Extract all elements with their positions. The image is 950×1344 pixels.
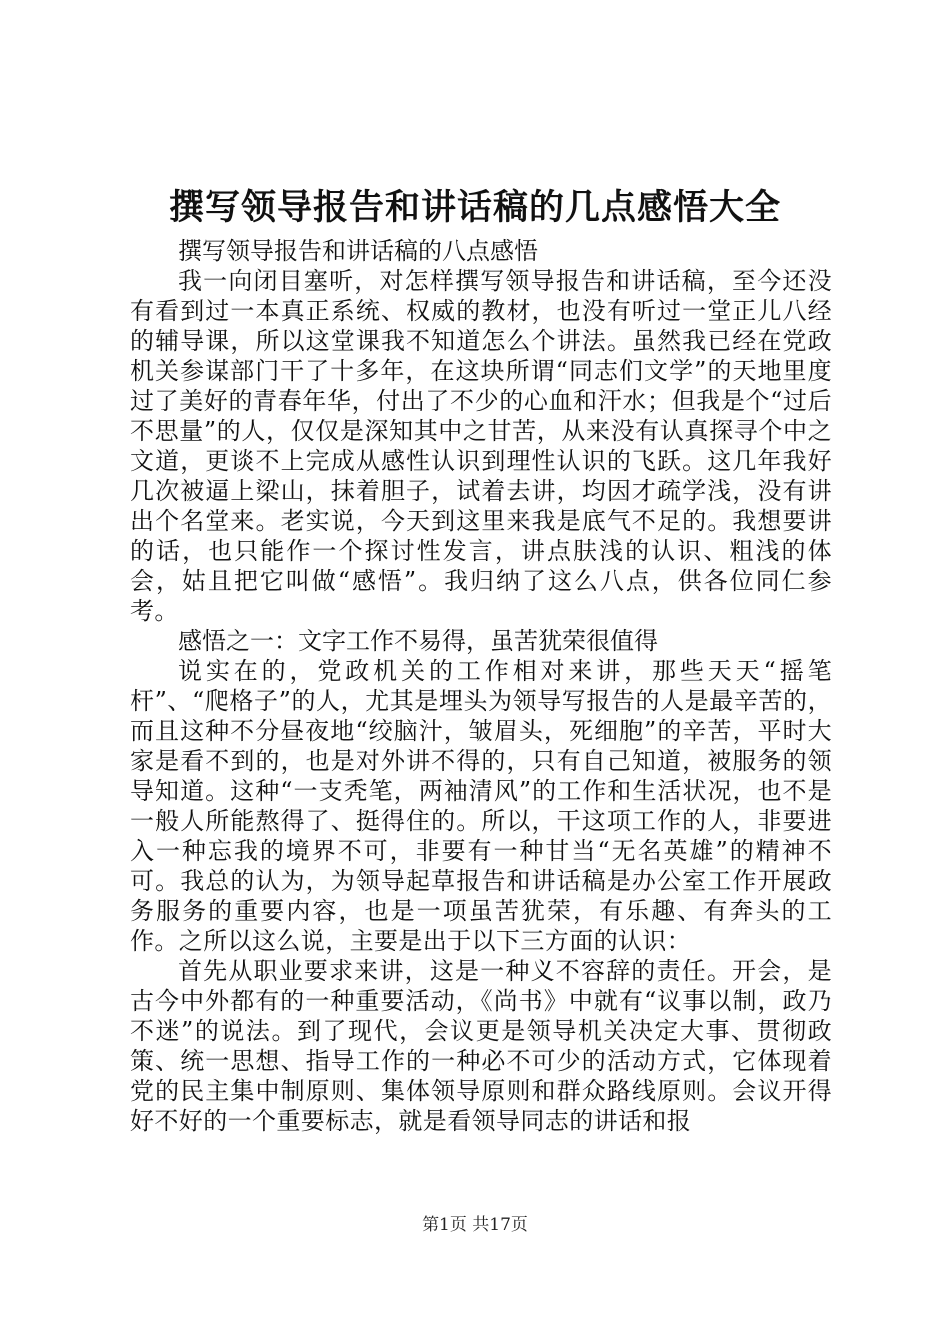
body-paragraph: 首先从职业要求来讲，这是一种义不容辞的责任。开会，是古今中外都有的一种重要活动，《尚书》中就有“议事以制，政乃不迷”的说法。到了现代，会议更是领导机关决定大事、贯彻政策、统一思想、指导工作的一种必不可少的活动方式，它体现着党的民主集中制原则、集体领导原则和群众路线原则。会议开得好不好的一个重要标志，就是看领导同志的讲话和报 (130, 957, 832, 1135)
document-title: 撰写领导报告和讲话稿的几点感悟大全 (168, 187, 781, 228)
page-number-footer: 第1页 共17页 (422, 1215, 528, 1235)
subtitle-paragraph: 撰写领导报告和讲话稿的八点感悟 (178, 237, 538, 265)
body-paragraph: 说实在的，党政机关的工作相对来讲，那些天天“摇笔杆”、“爬格子”的人，尤其是埋头为领导写报告的人是最辛苦的，而且这种不分昼夜地“绞脑汁，皱眉头，死细胞”的辛苦，平时大家是看不到的，也是对外讲不得的，只有自己知道，被服务的领导知道。这种“一支秃笔，两袖清风”的工作和生活状况，也不是一般人所能熬得了、挺得住的。所以，干这项工作的人，非要进入一种忘我的境界不可，非要有一种甘当“无名英雄”的精神不可。我总的认为，为领导起草报告和讲话稿是办公室工作开展政务服务的重要内容，也是一项虽苦犹荣，有乐趣、有奔头的工作。之所以这么说，主要是出于以下三方面的认识： (130, 657, 832, 955)
section-heading: 感悟之一：文字工作不易得，虽苦犹荣很值得 (178, 627, 658, 655)
document-body (130, 236, 832, 1136)
intro-paragraph: 我一向闭目塞听，对怎样撰写领导报告和讲话稿，至今还没有看到过一本真正系统、权威的教材，也没有听过一堂正儿八经的辅导课，所以这堂课我不知道怎么个讲法。虽然我已经在党政机关参谋部门干了十多年，在这块所谓“同志们文学”的天地里度过了美好的青春年华，付出了不少的心血和汗水；但我是个“过后不思量”的人，仅仅是深知其中之甘苦，从来没有认真探寻个中之文道，更谈不上完成从感性认识到理性认识的飞跃。这几年我好几次被逼上梁山，抹着胆子，试着去讲，均因才疏学浅，没有讲出个名堂来。老实说，今天到这里来我是底气不足的。我想要讲的话，也只能作一个探讨性发言，讲点肤浅的认识、粗浅的体会，姑且把它叫做“感悟”。我归纳了这么八点，供各位同仁参考。 (130, 267, 832, 625)
